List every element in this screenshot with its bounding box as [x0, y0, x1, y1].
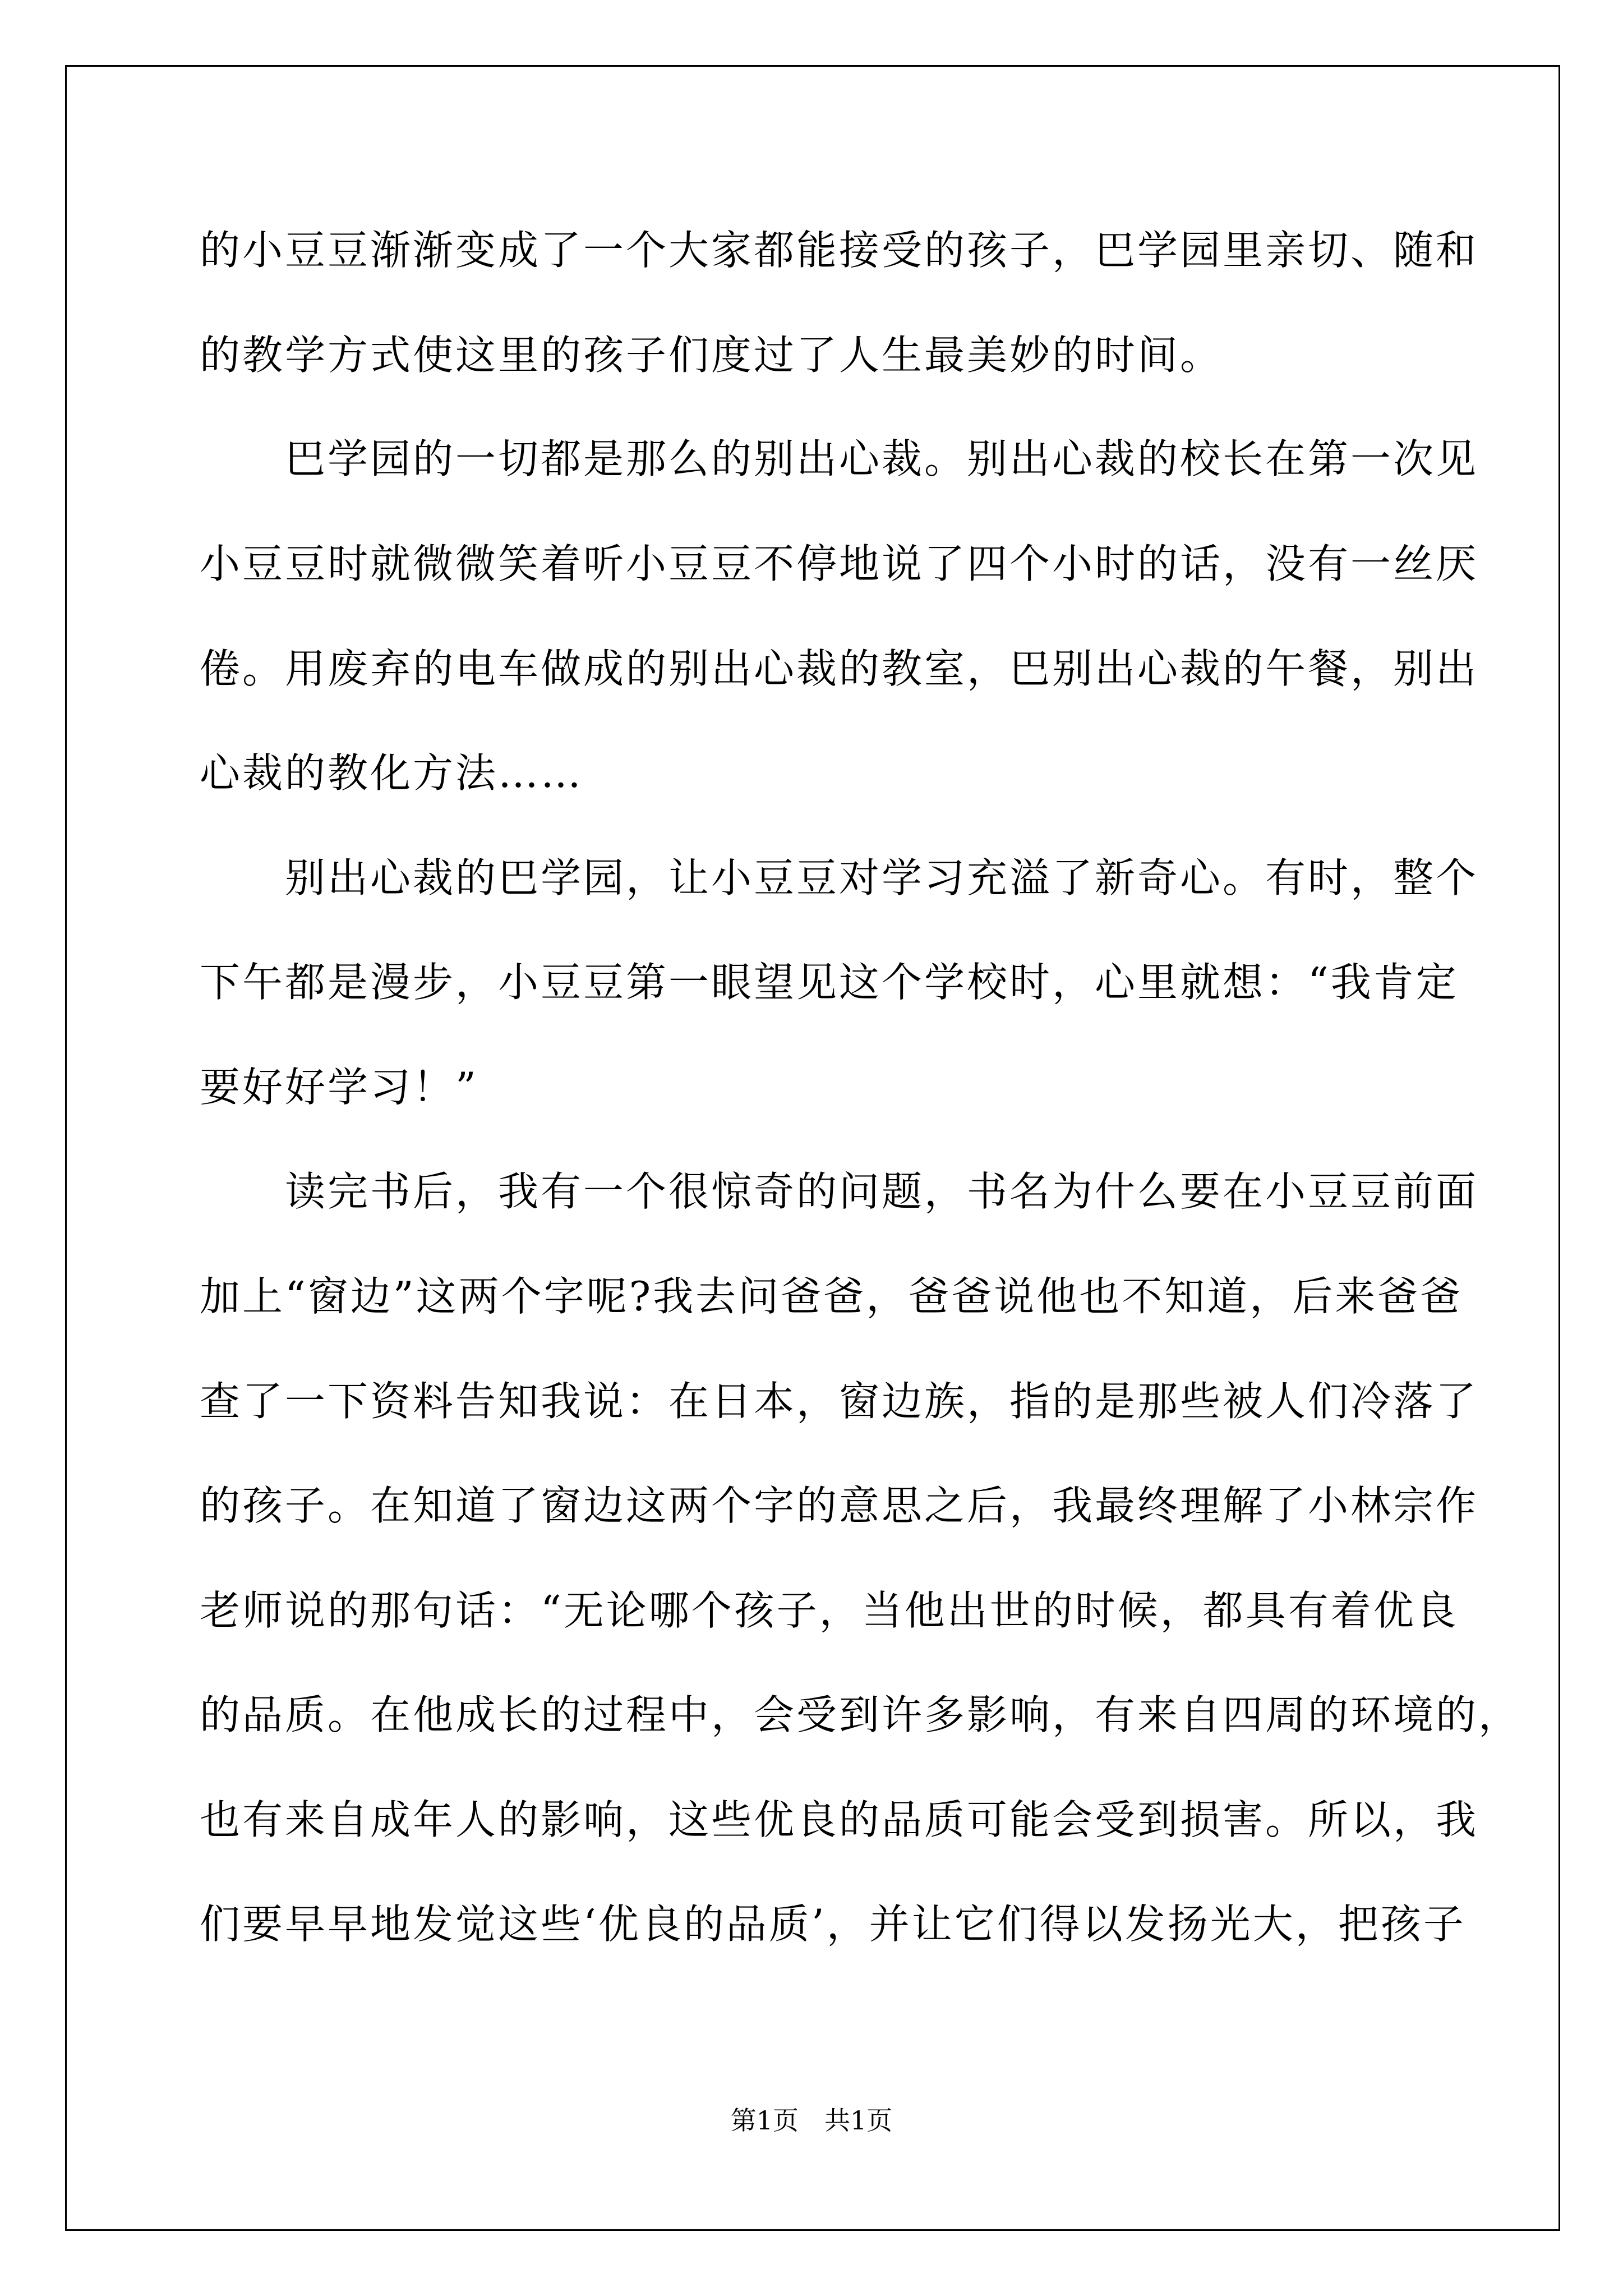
text-line-2: 的教学方式使这里的孩子们度过了人生最美妙的时间。 — [200, 332, 1223, 379]
text-line-17: 们要早早地发觉这些‘优良的品质’，并让它们得以发扬光大，把孩子 — [200, 1901, 1466, 1948]
text-line-11: 加上“窗边”这两个字呢?我去问爸爸，爸爸说他也不知道，后来爸爸 — [200, 1273, 1463, 1320]
text-line-15: 的品质。在他成长的过程中，会受到许多影响，有来自四周的环境的， — [200, 1691, 1521, 1738]
text-line-14: 老师说的那句话：“无论哪个孩子，当他出世的时候，都具有着优良 — [200, 1587, 1459, 1634]
text-line-7: 别出心裁的巴学园，让小豆豆对学习充溢了新奇心。有时，整个 — [200, 854, 1479, 901]
text-line-1: 的小豆豆渐渐变成了一个大家都能接受的孩子，巴学园里亲切、随和 — [200, 227, 1479, 274]
text-line-13: 的孩子。在知道了窗边这两个字的意思之后，我最终理解了小林宗作 — [200, 1482, 1479, 1529]
page-number-footer: 第1页 共1页 — [730, 2105, 893, 2136]
text-line-16: 也有来自成年人的影响，这些优良的品质可能会受到损害。所以，我 — [200, 1796, 1479, 1843]
text-line-6: 心裁的教化方法…… — [200, 749, 584, 797]
text-line-9: 要好好学习！” — [200, 1064, 478, 1111]
text-line-3: 巴学园的一切都是那么的别出心裁。别出心裁的校长在第一次见 — [200, 435, 1479, 482]
text-line-12: 查了一下资料告知我说：在日本，窗边族，指的是那些被人们冷落了 — [200, 1378, 1479, 1425]
text-line-4: 小豆豆时就微微笑着听小豆豆不停地说了四个小时的话，没有一丝厌 — [200, 540, 1479, 587]
text-line-8: 下午都是漫步，小豆豆第一眼望见这个学校时，心里就想：“我肯定 — [200, 959, 1459, 1006]
text-line-10: 读完书后，我有一个很惊奇的问题，书名为什么要在小豆豆前面 — [200, 1168, 1479, 1215]
text-line-5: 倦。用废弃的电车做成的别出心裁的教室，巴别出心裁的午餐，别出 — [200, 645, 1479, 692]
